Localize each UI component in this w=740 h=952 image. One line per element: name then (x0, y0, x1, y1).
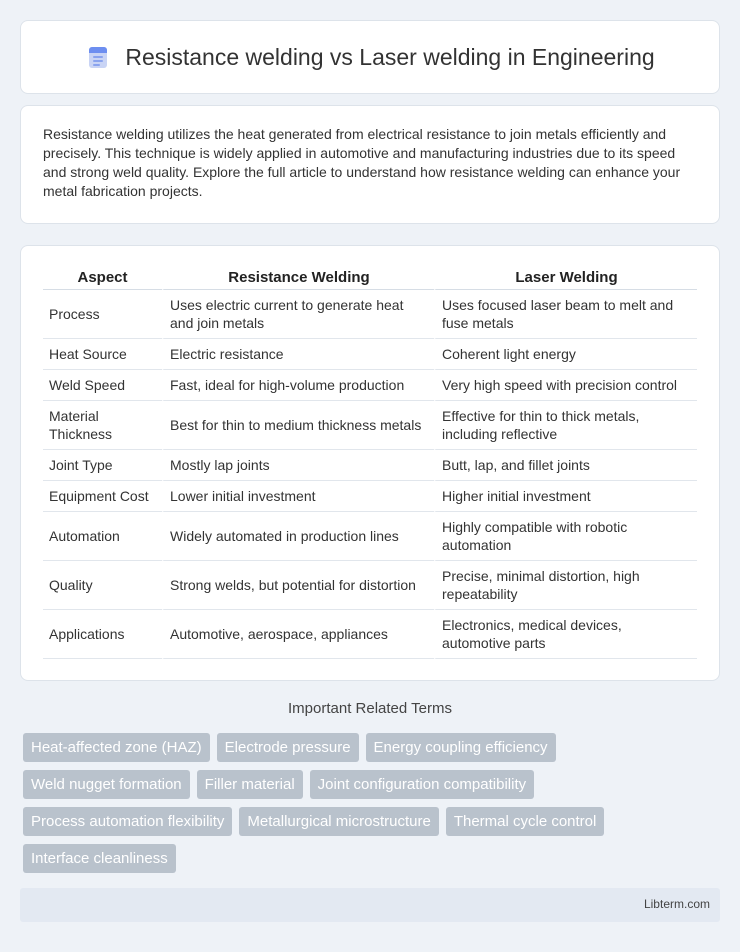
footer-site-link[interactable]: Libterm.com (643, 897, 710, 911)
comparison-table (43, 266, 697, 659)
related-term-tag[interactable]: Interface cleanliness (23, 844, 176, 873)
related-terms-list (23, 733, 703, 873)
table-cell: Butt, lap, and fillet joints (434, 450, 697, 481)
table-cell: Applications (43, 610, 162, 659)
table-cell: Very high speed with precision control (434, 370, 697, 401)
table-row (43, 610, 697, 659)
table-cell: Equipment Cost (43, 481, 162, 512)
related-term-tag[interactable]: Metallurgical microstructure (239, 807, 438, 836)
table-cell: Process (43, 290, 162, 339)
table-cell: Heat Source (43, 339, 162, 370)
table-cell: Higher initial investment (434, 481, 697, 512)
table-cell: Quality (43, 561, 162, 610)
column-header-resistance: Resistance Welding (162, 266, 434, 290)
table-row (43, 450, 697, 481)
table-row (43, 290, 697, 339)
intro-card (20, 105, 720, 224)
column-header-laser: Laser Welding (434, 266, 697, 290)
table-cell: Coherent light energy (434, 339, 697, 370)
table-cell: Automation (43, 512, 162, 561)
table-cell: Uses focused laser beam to melt and fuse metals (434, 290, 697, 339)
comparison-table-card (20, 245, 720, 681)
table-row (43, 561, 697, 610)
related-term-tag[interactable]: Process automation flexibility (23, 807, 232, 836)
document-icon (85, 44, 111, 70)
table-cell: Joint Type (43, 450, 162, 481)
table-cell: Precise, minimal distortion, high repeatability (434, 561, 697, 610)
table-cell: Electronics, medical devices, automotive parts (434, 610, 697, 659)
column-header-aspect: Aspect (43, 266, 162, 290)
table-cell: Uses electric current to generate heat and join metals (162, 290, 434, 339)
table-cell: Mostly lap joints (162, 450, 434, 481)
page-title: Resistance welding vs Laser welding in Engineering (125, 43, 655, 70)
table-cell: Weld Speed (43, 370, 162, 401)
related-term-tag[interactable]: Filler material (197, 770, 303, 799)
table-row (43, 339, 697, 370)
related-term-tag[interactable]: Heat-affected zone (HAZ) (23, 733, 210, 762)
table-row (43, 481, 697, 512)
table-cell: Strong welds, but potential for distortion (162, 561, 434, 610)
table-cell: Automotive, aerospace, appliances (162, 610, 434, 659)
related-terms-heading: Important Related Terms (288, 700, 452, 717)
related-term-tag[interactable]: Thermal cycle control (446, 807, 605, 836)
table-row (43, 512, 697, 561)
table-cell: Lower initial investment (162, 481, 434, 512)
table-row (43, 401, 697, 450)
table-cell: Highly compatible with robotic automation (434, 512, 697, 561)
table-cell: Electric resistance (162, 339, 434, 370)
table-cell: Widely automated in production lines (162, 512, 434, 561)
table-cell: Best for thin to medium thickness metals (162, 401, 434, 450)
related-term-tag[interactable]: Electrode pressure (217, 733, 359, 762)
related-term-tag[interactable]: Energy coupling efficiency (366, 733, 556, 762)
footer (20, 888, 720, 922)
related-term-tag[interactable]: Joint configuration compatibility (310, 770, 534, 799)
title-card (20, 20, 720, 94)
table-row (43, 370, 697, 401)
table-cell: Material Thickness (43, 401, 162, 450)
intro-text: Resistance welding utilizes the heat generated from electrical resistance to join metals efficiently and precisely. This technique is widely applied in automotive and manufacturing industries due to its speed and strong weld quality. Explore the full article to understand how resistance welding can enhance your metal fabrication projects. (43, 126, 681, 199)
table-cell: Effective for thin to thick metals, including reflective (434, 401, 697, 450)
table-header-row (43, 266, 697, 290)
related-term-tag[interactable]: Weld nugget formation (23, 770, 190, 799)
table-cell: Fast, ideal for high-volume production (162, 370, 434, 401)
